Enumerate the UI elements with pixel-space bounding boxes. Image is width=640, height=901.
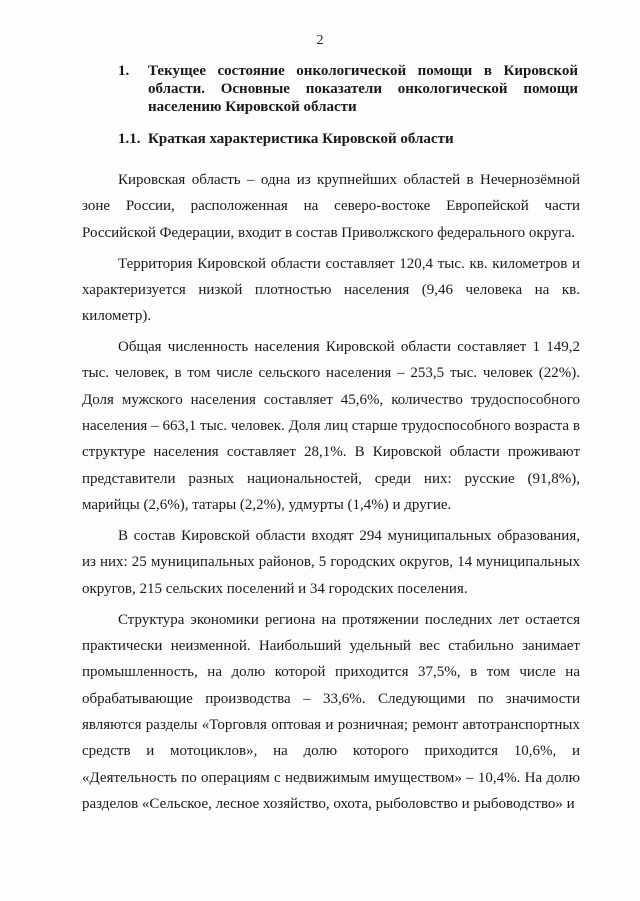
paragraph-1: Кировская область – одна из крупнейших областей в Нечернозёмной зоне России, расположенная на северо-востоке Европейской части Российской Федерации, входит в состав Приволжского федерального округа. — [82, 172, 580, 241]
section-heading — [118, 62, 578, 116]
subsection-heading-text: Краткая характеристика Кировской области — [148, 131, 454, 147]
paragraph-4: В состав Кировской области входят 294 муниципальных образования, из них: 25 муниципальных районов, 5 городских округов, 14 муниципальных округов, 215 сельских поселений и 34 городских поселения. — [82, 527, 580, 597]
paragraph-5: Структура экономики региона на протяжении последних лет остается практически неизменной. Наибольший удельный вес стабильно занимает промышленность, на долю которой приходится 37,5%, в том числе на обрабатывающие производства – 33,6%. Следующими по значимости являются разделы «Торговля оптовая и розничная; ремонт автотранспортных средств и мотоциклов», на долю которого приходится 10,6%, и «Деятельность по операциям с недвижимым имуществом» – 10,4%. На долю разделов «Сельское, лесное хозяйство, охота, рыболовство и рыбоводство» и — [82, 611, 580, 812]
subsection-heading — [118, 130, 454, 148]
paragraph-2: Территория Кировской области составляет 120,4 тыс. кв. километров и характеризуется низкой плотностью населения (9,46 человека на кв. километр). — [82, 255, 580, 325]
paragraph-3: Общая численность населения Кировской области составляет 1 149,2 тыс. человек, в том числе сельского населения – 253,5 тыс. человек (22%). Доля мужского населения составляет 45,6%, количество трудоспособного населения – 663,1 тыс. человек. Доля лиц старше трудоспособного возраста в структуре населения составляет 28,1%. В Кировской области проживают представители разных национальностей, среди них: русские (91,8%), марийцы (2,6%), татары (2,2%), удмурты (1,4%) и другие. — [82, 339, 580, 514]
section-heading-number: 1. — [118, 63, 130, 79]
section-heading-text: Текущее состояние онкологической помощи в Кировской области. Основные показатели онкологической помощи населению Кировской области — [148, 63, 578, 115]
page-number: 2 — [316, 33, 324, 48]
subsection-heading-number: 1.1. — [118, 131, 141, 147]
body-text — [82, 167, 580, 817]
